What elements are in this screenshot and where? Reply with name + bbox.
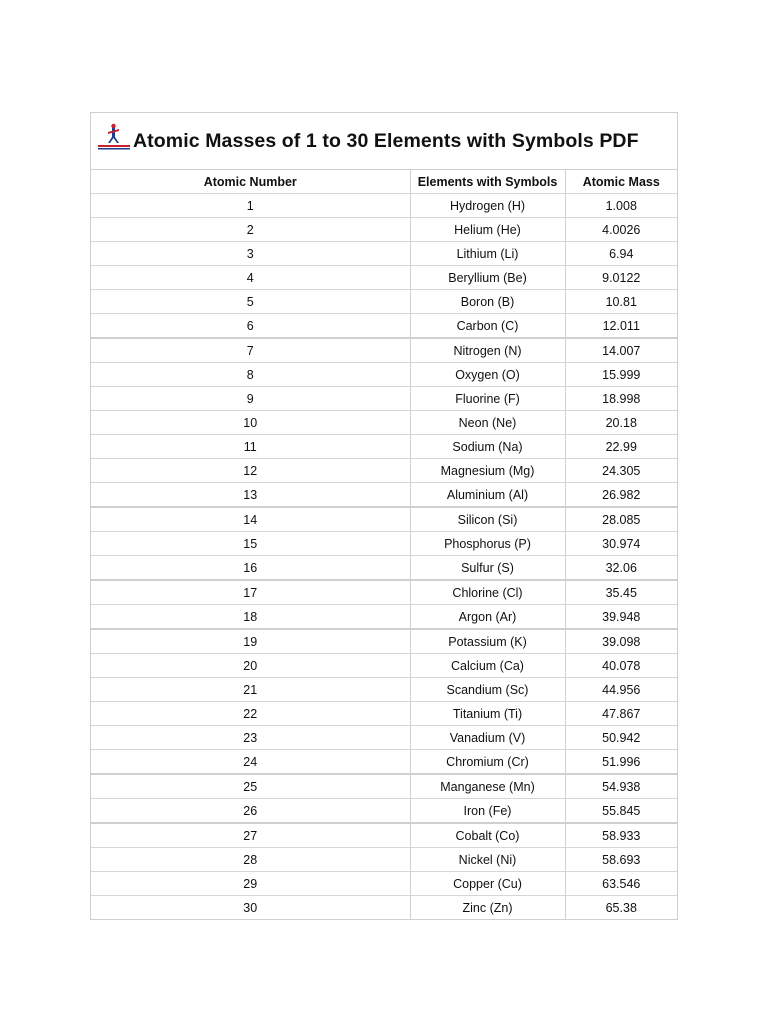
- element-name-cell: Lithium (Li): [410, 242, 565, 266]
- atomic-number-cell: 11: [91, 435, 410, 459]
- element-name-cell: Nickel (Ni): [410, 848, 565, 872]
- atomic-mass-cell: 39.948: [565, 605, 677, 630]
- element-name-cell: Chlorine (Cl): [410, 580, 565, 605]
- atomic-mass-cell: 44.956: [565, 678, 677, 702]
- table-row: [91, 435, 677, 459]
- atomic-mass-cell: 10.81: [565, 290, 677, 314]
- element-name-cell: Magnesium (Mg): [410, 459, 565, 483]
- element-name-cell: Silicon (Si): [410, 507, 565, 532]
- atomic-mass-cell: 14.007: [565, 338, 677, 363]
- atomic-mass-cell: 30.974: [565, 532, 677, 556]
- table-header-row: [91, 170, 677, 194]
- atomic-number-cell: 14: [91, 507, 410, 532]
- table-row: [91, 799, 677, 824]
- atomic-mass-cell: 20.18: [565, 411, 677, 435]
- atomic-number-cell: 3: [91, 242, 410, 266]
- table-row: [91, 580, 677, 605]
- atomic-number-cell: 20: [91, 654, 410, 678]
- element-name-cell: Cobalt (Co): [410, 823, 565, 848]
- atomic-number-cell: 28: [91, 848, 410, 872]
- title-row: [91, 113, 677, 170]
- atomic-mass-cell: 28.085: [565, 507, 677, 532]
- table-body: [91, 194, 677, 920]
- atomic-mass-cell: 6.94: [565, 242, 677, 266]
- atomic-number-cell: 21: [91, 678, 410, 702]
- atomic-number-cell: 17: [91, 580, 410, 605]
- header-elements-with-symbols: Elements with Symbols: [410, 170, 565, 194]
- element-name-cell: Phosphorus (P): [410, 532, 565, 556]
- atomic-number-cell: 9: [91, 387, 410, 411]
- atomic-number-cell: 5: [91, 290, 410, 314]
- atomic-mass-cell: 40.078: [565, 654, 677, 678]
- career-logo-icon: [97, 123, 131, 153]
- atomic-mass-cell: 24.305: [565, 459, 677, 483]
- atomic-mass-cell: 4.0026: [565, 218, 677, 242]
- atomic-mass-cell: 9.0122: [565, 266, 677, 290]
- atomic-mass-cell: 65.38: [605, 900, 637, 915]
- element-name-cell: Nitrogen (N): [410, 338, 565, 363]
- table-row: [91, 556, 677, 581]
- atomic-number-cell: 1: [91, 194, 410, 218]
- element-name-cell: Copper (Cu): [410, 872, 565, 896]
- element-name-cell: Fluorine (F): [410, 387, 565, 411]
- table-row: [91, 823, 677, 848]
- table-row: [91, 387, 677, 411]
- element-name-cell: Oxygen (O): [410, 363, 565, 387]
- element-name-cell: Sodium (Na): [410, 435, 565, 459]
- atomic-mass-cell: 1.008: [565, 194, 677, 218]
- header-atomic-number: Atomic Number: [91, 170, 410, 194]
- atomic-mass-cell: 58.933: [565, 823, 677, 848]
- atomic-mass-cell: 58.693: [565, 848, 677, 872]
- table-row: [91, 363, 677, 387]
- table-row: [91, 459, 677, 483]
- page-title: Atomic Masses of 1 to 30 Elements with Symbols PDF: [133, 129, 639, 152]
- element-name-cell: Sulfur (S): [410, 556, 565, 581]
- element-name-cell: Carbon (C): [410, 314, 565, 339]
- atomic-number-cell: 27: [91, 823, 410, 848]
- table-row: [91, 411, 677, 435]
- element-name-cell: Calcium (Ca): [410, 654, 565, 678]
- atomic-number-cell: 16: [91, 556, 410, 581]
- atomic-mass-cell: 54.938: [565, 774, 677, 799]
- element-name-cell: Potassium (K): [410, 629, 565, 654]
- element-name-cell: Argon (Ar): [410, 605, 565, 630]
- atomic-number-cell: 23: [91, 726, 410, 750]
- atomic-number-cell: 15: [91, 532, 410, 556]
- element-name-cell: Scandium (Sc): [410, 678, 565, 702]
- atomic-mass-cell: 63.546: [565, 872, 677, 896]
- table-row: [91, 338, 677, 363]
- atomic-number-cell: 8: [91, 363, 410, 387]
- table-row: [91, 629, 677, 654]
- element-name-cell: Neon (Ne): [410, 411, 565, 435]
- atomic-number-cell: 30: [91, 896, 410, 920]
- element-name-cell: Aluminium (Al): [410, 483, 565, 508]
- table-row: [91, 314, 677, 339]
- atomic-number-cell: 18: [91, 605, 410, 630]
- header-atomic-mass: Atomic Mass: [565, 170, 677, 194]
- atomic-mass-cell: 18.998: [565, 387, 677, 411]
- table-row: [91, 872, 677, 896]
- atomic-number-cell: 4: [91, 266, 410, 290]
- table-row: [91, 702, 677, 726]
- element-name-cell: Boron (B): [410, 290, 565, 314]
- table-row: [91, 726, 677, 750]
- atomic-mass-cell: 51.996: [565, 750, 677, 775]
- atomic-number-cell: 26: [91, 799, 410, 824]
- element-table-sheet: [90, 112, 678, 920]
- table-row: [91, 218, 677, 242]
- atomic-number-cell: 10: [91, 411, 410, 435]
- atomic-number-cell: 7: [91, 338, 410, 363]
- atomic-mass-cell: 35.45: [565, 580, 677, 605]
- table-row: [91, 290, 677, 314]
- element-name-cell: Titanium (Ti): [410, 702, 565, 726]
- element-name-cell: Vanadium (V): [410, 726, 565, 750]
- table-row: [91, 242, 677, 266]
- table-row: [91, 774, 677, 799]
- table-row: [91, 605, 677, 630]
- table-row: [91, 483, 677, 508]
- atomic-mass-cell: 26.982: [565, 483, 677, 508]
- table-row: [91, 896, 677, 920]
- atomic-mass-cell: 55.845: [565, 799, 677, 824]
- table-row: [91, 266, 677, 290]
- element-name-cell: Zinc (Zn): [410, 896, 565, 920]
- atomic-mass-cell: 32.06: [565, 556, 677, 581]
- atomic-number-cell: 22: [91, 702, 410, 726]
- atomic-number-cell: 6: [91, 314, 410, 339]
- atomic-mass-cell: 39.098: [565, 629, 677, 654]
- atomic-mass-cell: 15.999: [565, 363, 677, 387]
- atomic-number-cell: 29: [91, 872, 410, 896]
- table-row: [91, 532, 677, 556]
- atomic-mass-table: [91, 170, 677, 919]
- table-row: [91, 678, 677, 702]
- atomic-number-cell: 19: [91, 629, 410, 654]
- element-name-cell: Helium (He): [410, 218, 565, 242]
- element-name-cell: Hydrogen (H): [410, 194, 565, 218]
- table-row: [91, 194, 677, 218]
- atomic-mass-cell: 22.99: [565, 435, 677, 459]
- atomic-number-cell: 25: [91, 774, 410, 799]
- atomic-number-cell: 2: [91, 218, 410, 242]
- table-row: [91, 654, 677, 678]
- atomic-mass-cell: 50.942: [565, 726, 677, 750]
- element-name-cell: Manganese (Mn): [410, 774, 565, 799]
- element-name-cell: Chromium (Cr): [410, 750, 565, 775]
- atomic-number-cell: 12: [91, 459, 410, 483]
- element-name-cell: Beryllium (Be): [410, 266, 565, 290]
- element-name-cell: Iron (Fe): [410, 799, 565, 824]
- table-row: [91, 507, 677, 532]
- atomic-number-cell: 13: [91, 483, 410, 508]
- atomic-mass-cell: 47.867: [565, 702, 677, 726]
- atomic-number-cell: 24: [91, 750, 410, 775]
- table-row: [91, 750, 677, 775]
- atomic-mass-cell: 12.011: [565, 314, 677, 339]
- table-row: [91, 848, 677, 872]
